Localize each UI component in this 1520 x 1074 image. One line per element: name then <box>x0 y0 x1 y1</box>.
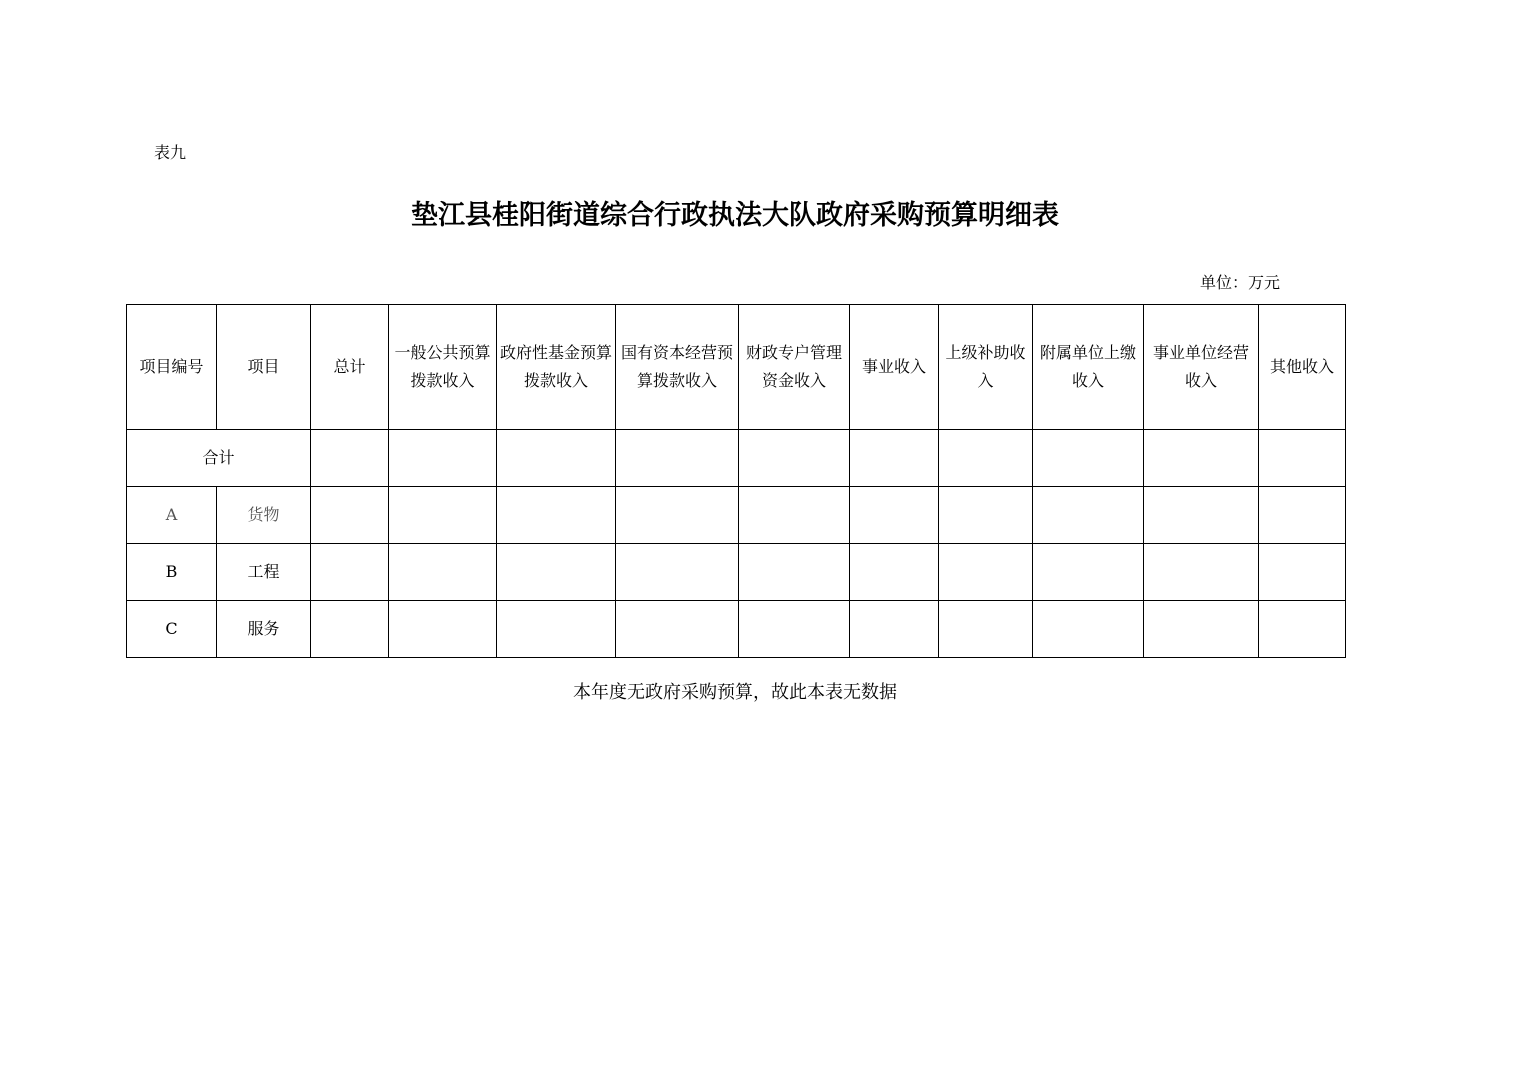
item-code-cell: A <box>127 487 217 544</box>
total-label-cell: 合计 <box>127 430 311 487</box>
empty-cell <box>616 487 739 544</box>
empty-cell <box>1259 430 1346 487</box>
empty-cell <box>616 430 739 487</box>
empty-cell <box>1033 487 1144 544</box>
header-cell: 附属单位上缴收入 <box>1033 305 1144 430</box>
empty-cell <box>1259 544 1346 601</box>
empty-cell <box>1144 601 1259 658</box>
empty-cell <box>939 487 1033 544</box>
empty-cell <box>739 601 850 658</box>
table-row <box>127 487 1346 544</box>
header-cell: 项目编号 <box>127 305 217 430</box>
empty-cell <box>850 487 939 544</box>
empty-cell <box>739 544 850 601</box>
empty-cell <box>311 487 389 544</box>
item-name-cell: 工程 <box>217 544 311 601</box>
empty-cell <box>389 430 497 487</box>
empty-cell <box>311 430 389 487</box>
header-cell: 事业收入 <box>850 305 939 430</box>
header-row <box>127 305 1346 430</box>
document-title: 垫江县桂阳街道综合行政执法大队政府采购预算明细表 <box>411 200 1059 231</box>
empty-cell <box>1033 430 1144 487</box>
empty-cell <box>850 430 939 487</box>
empty-cell <box>939 430 1033 487</box>
empty-cell <box>1259 601 1346 658</box>
header-cell: 事业单位经营收入 <box>1144 305 1259 430</box>
table-number-label: 表九 <box>154 143 187 162</box>
empty-cell <box>616 601 739 658</box>
empty-cell <box>939 601 1033 658</box>
header-cell: 一般公共预算拨款收入 <box>389 305 497 430</box>
empty-cell <box>389 544 497 601</box>
unit-label: 单位：万元 <box>1200 273 1281 292</box>
empty-cell <box>1144 430 1259 487</box>
table-row <box>127 544 1346 601</box>
empty-cell <box>497 487 616 544</box>
header-cell: 国有资本经营预算拨款收入 <box>616 305 739 430</box>
empty-cell <box>739 430 850 487</box>
header-cell: 上级补助收入 <box>939 305 1033 430</box>
header-cell: 财政专户管理资金收入 <box>739 305 850 430</box>
header-cell: 总计 <box>311 305 389 430</box>
empty-cell <box>850 601 939 658</box>
total-row <box>127 430 1346 487</box>
empty-cell <box>939 544 1033 601</box>
empty-cell <box>311 544 389 601</box>
no-data-note: 本年度无政府采购预算，故此本表无数据 <box>573 682 897 703</box>
item-name-cell: 服务 <box>217 601 311 658</box>
empty-cell <box>1144 487 1259 544</box>
empty-cell <box>1033 544 1144 601</box>
empty-cell <box>311 601 389 658</box>
procurement-budget-table <box>126 304 1346 658</box>
empty-cell <box>850 544 939 601</box>
header-cell: 其他收入 <box>1259 305 1346 430</box>
empty-cell <box>497 430 616 487</box>
header-cell: 项目 <box>217 305 311 430</box>
item-name-cell: 货物 <box>217 487 311 544</box>
item-code-cell: B <box>127 544 217 601</box>
empty-cell <box>1144 544 1259 601</box>
header-cell: 政府性基金预算拨款收入 <box>497 305 616 430</box>
empty-cell <box>389 601 497 658</box>
item-code-cell: C <box>127 601 217 658</box>
empty-cell <box>1033 601 1144 658</box>
empty-cell <box>497 601 616 658</box>
empty-cell <box>1259 487 1346 544</box>
empty-cell <box>497 544 616 601</box>
table-row <box>127 601 1346 658</box>
empty-cell <box>739 487 850 544</box>
empty-cell <box>389 487 497 544</box>
empty-cell <box>616 544 739 601</box>
